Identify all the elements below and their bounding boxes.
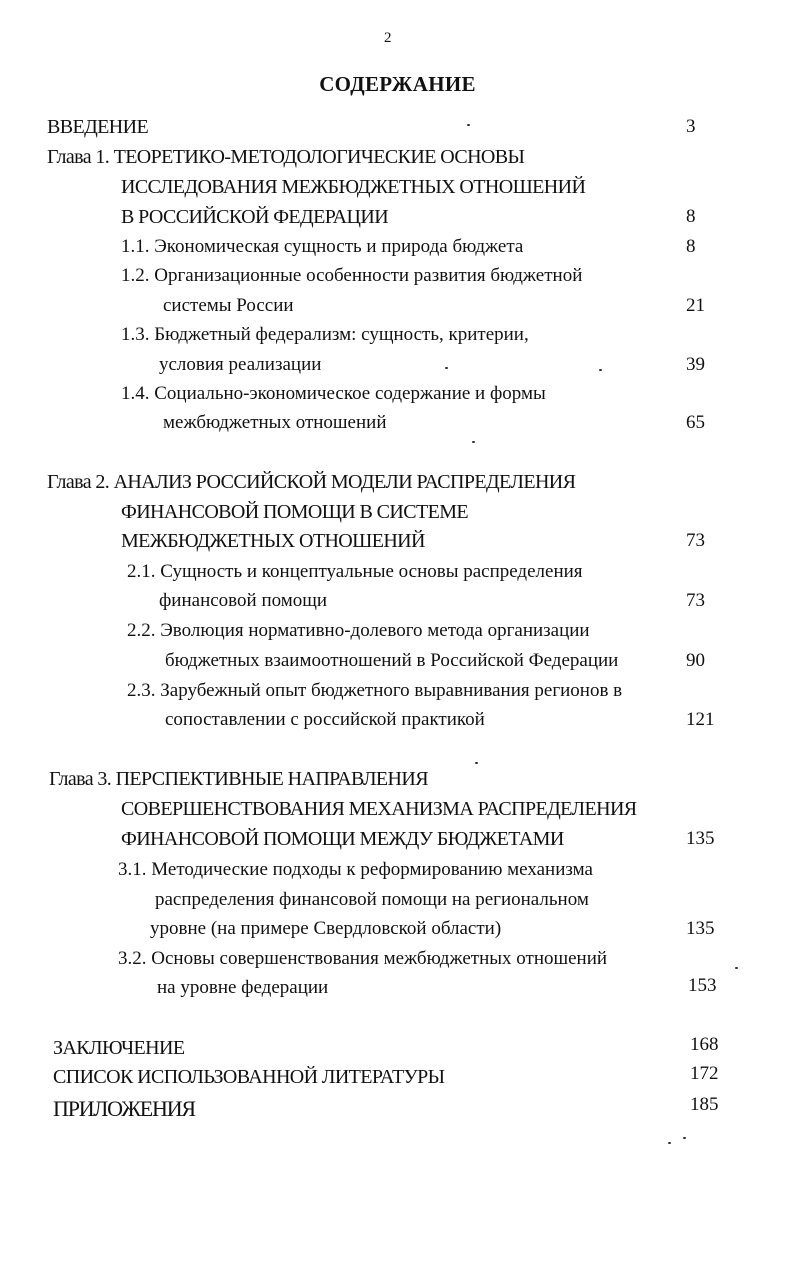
- section-1-3-page: 39: [686, 354, 705, 375]
- toc-intro-page: 3: [686, 116, 696, 137]
- chapter-3-page: 135: [686, 828, 715, 849]
- section-2-1-line-1: 2.1. Сущность и концептуальные основы распределения: [127, 561, 583, 582]
- back-matter-conclusion: ЗАКЛЮЧЕНИЕ: [53, 1037, 185, 1059]
- chapter-3-line-2: СОВЕРШЕНСТВОВАНИЯ МЕХАНИЗМА РАСПРЕДЕЛЕНИЯ: [121, 798, 637, 820]
- scan-speck: [683, 1137, 686, 1139]
- scan-speck: [445, 367, 448, 369]
- chapter-1-page: 8: [686, 206, 696, 227]
- section-2-2-line-2: бюджетных взаимоотношений в Российской Федерации: [165, 650, 619, 671]
- section-1-1-page: 8: [686, 236, 696, 257]
- section-1-2-page: 21: [686, 295, 705, 316]
- section-1-2-line-1: 1.2. Организационные особенности развития бюджетной: [121, 265, 583, 286]
- back-matter-conclusion-page: 168: [690, 1034, 719, 1055]
- scan-speck: [467, 124, 470, 126]
- back-matter-references: СПИСОК ИСПОЛЬЗОВАННОЙ ЛИТЕРАТУРЫ: [53, 1066, 445, 1088]
- scan-speck: [668, 1142, 671, 1144]
- section-2-3-page: 121: [686, 709, 715, 730]
- chapter-2-line-2: ФИНАНСОВОЙ ПОМОЩИ В СИСТЕМЕ: [121, 501, 469, 523]
- section-1-3-line-1: 1.3. Бюджетный федерализм: сущность, критерии,: [121, 324, 529, 345]
- chapter-1-line-3: В РОССИЙСКОЙ ФЕДЕРАЦИИ: [121, 206, 389, 228]
- section-3-2-line-1: 3.2. Основы совершенствования межбюджетных отношений: [118, 948, 608, 969]
- section-3-1-line-2: распределения финансовой помощи на региональном: [155, 889, 589, 910]
- section-3-1-page: 135: [686, 918, 715, 939]
- scan-speck: [599, 369, 602, 371]
- section-2-1-page: 73: [686, 590, 705, 611]
- chapter-3-line-3: ФИНАНСОВОЙ ПОМОЩИ МЕЖДУ БЮДЖЕТАМИ: [121, 828, 564, 850]
- back-matter-appendices: ПРИЛОЖЕНИЯ: [53, 1096, 195, 1121]
- section-2-2-line-1: 2.2. Эволюция нормативно-долевого метода организации: [127, 620, 590, 641]
- chapter-1-line-1: Глава 1. ТЕОРЕТИКО-МЕТОДОЛОГИЧЕСКИЕ ОСНОВЫ: [47, 146, 525, 168]
- scan-speck: [472, 441, 475, 443]
- section-2-3-line-1: 2.3. Зарубежный опыт бюджетного выравнивания регионов в: [127, 680, 623, 701]
- scan-speck: [475, 762, 478, 764]
- section-1-4-page: 65: [686, 412, 705, 433]
- section-3-1-line-1: 3.1. Методические подходы к реформированию механизма: [118, 859, 593, 880]
- back-matter-appendices-page: 185: [690, 1094, 719, 1115]
- chapter-3-line-1: Глава 3. ПЕРСПЕКТИВНЫЕ НАПРАВЛЕНИЯ: [49, 768, 428, 790]
- section-1-4-line-1: 1.4. Социально-экономическое содержание и формы: [121, 383, 546, 404]
- toc-intro-label: ВВЕДЕНИЕ: [47, 116, 149, 138]
- section-2-1-line-2: финансовой помощи: [159, 590, 328, 611]
- section-1-2-line-2: системы России: [163, 295, 294, 316]
- chapter-2-line-3: МЕЖБЮДЖЕТНЫХ ОТНОШЕНИЙ: [121, 530, 425, 552]
- section-2-3-line-2: сопоставлении с российской практикой: [165, 709, 485, 730]
- section-3-1-line-3: уровне (на примере Свердловской области): [150, 918, 502, 939]
- page-number: 2: [384, 30, 392, 46]
- scan-speck: [735, 967, 738, 969]
- chapter-1-line-2: ИССЛЕДОВАНИЯ МЕЖБЮДЖЕТНЫХ ОТНОШЕНИЙ: [121, 176, 586, 198]
- section-1-3-line-2: условия реализации: [159, 354, 322, 375]
- toc-title: СОДЕРЖАНИЕ: [319, 72, 476, 96]
- chapter-2-line-1: Глава 2. АНАЛИЗ РОССИЙСКОЙ МОДЕЛИ РАСПРЕДЕЛЕНИЯ: [47, 471, 576, 493]
- section-1-4-line-2: межбюджетных отношений: [163, 412, 387, 433]
- section-2-2-page: 90: [686, 650, 705, 671]
- section-3-2-line-2: на уровне федерации: [157, 977, 329, 998]
- chapter-2-page: 73: [686, 530, 705, 551]
- back-matter-references-page: 172: [690, 1063, 719, 1084]
- section-3-2-page: 153: [688, 975, 717, 996]
- section-1-1-line-1: 1.1. Экономическая сущность и природа бюджета: [121, 236, 524, 257]
